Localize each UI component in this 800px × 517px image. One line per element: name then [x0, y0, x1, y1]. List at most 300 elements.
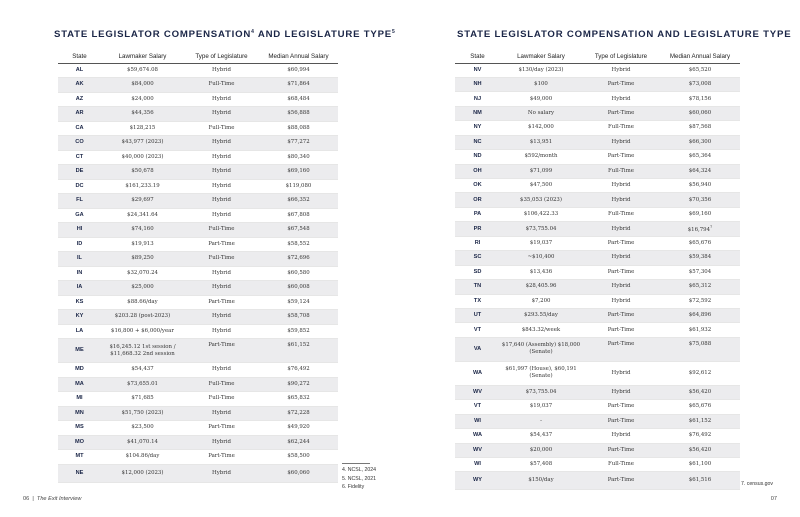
state-cell: PR [455, 222, 500, 236]
lawmaker-salary-cell: $19,037 [500, 236, 582, 250]
column-header: Type of Legislature [184, 50, 259, 63]
state-cell: MO [58, 435, 101, 450]
median-salary-cell: $90,272 [259, 377, 338, 392]
median-salary-cell: $73,008 [660, 77, 740, 91]
state-cell: OR [455, 193, 500, 207]
lawmaker-salary-cell: $161,233.19 [101, 179, 184, 194]
table-row [58, 165, 338, 180]
median-salary-cell: $62,244 [259, 435, 338, 450]
median-salary-cell: $78,156 [660, 92, 740, 106]
lawmaker-salary-cell: $47,500 [500, 179, 582, 193]
table-row [455, 280, 740, 294]
median-salary-cell: $56,420 [660, 385, 740, 399]
state-cell: MI [58, 392, 101, 407]
state-cell: NH [455, 77, 500, 91]
lawmaker-salary-cell: $74,160 [101, 223, 184, 238]
state-cell: AR [58, 107, 101, 122]
median-salary-cell: $87,568 [660, 121, 740, 135]
footnote: 5. NCSL, 2021 [342, 475, 377, 482]
state-cell: AK [58, 78, 101, 93]
legislature-type-cell: Hybrid [582, 294, 660, 308]
lawmaker-salary-cell: $24,341.64 [101, 208, 184, 223]
state-cell: KY [58, 310, 101, 325]
footnote: 6. Fidelity [342, 484, 365, 491]
lawmaker-salary-cell: $50,678 [101, 165, 184, 180]
legislature-type-cell: Hybrid [184, 464, 259, 482]
table-row [455, 135, 740, 149]
median-salary-cell: $75,088 [660, 337, 740, 361]
table-row [455, 251, 740, 265]
lawmaker-salary-cell: $73,755.04 [500, 385, 582, 399]
state-cell: CO [58, 136, 101, 151]
lawmaker-salary-cell: $25,000 [101, 281, 184, 296]
table-row [455, 308, 740, 322]
table-row [58, 324, 338, 339]
median-salary-cell: $61,932 [660, 323, 740, 337]
legislature-type-cell: Hybrid [184, 435, 259, 450]
legislature-type-cell: Hybrid [184, 63, 259, 78]
median-salary-cell: $65,364 [660, 150, 740, 164]
lawmaker-salary-cell: $32,070.24 [101, 266, 184, 281]
legislature-type-cell: Hybrid [582, 92, 660, 106]
lawmaker-salary-cell: $61,997 (House), $60,191 (Senate) [500, 361, 582, 385]
state-cell: UT [455, 308, 500, 322]
state-cell: WI [455, 414, 500, 428]
table-row [455, 323, 740, 337]
median-salary-cell: $58,708 [259, 310, 338, 325]
state-cell: HI [58, 223, 101, 238]
lawmaker-salary-cell: $16,800 + $6,000/year [101, 324, 184, 339]
table-row [455, 458, 740, 472]
state-cell: ID [58, 237, 101, 252]
lawmaker-salary-cell: $71,685 [101, 392, 184, 407]
median-salary-cell: $57,304 [660, 265, 740, 279]
legislature-type-cell: Hybrid [184, 208, 259, 223]
state-cell: IN [58, 266, 101, 281]
legislature-type-cell: Part-Time [582, 236, 660, 250]
median-salary-cell: $65,676 [660, 400, 740, 414]
median-salary-cell: $65,312 [660, 280, 740, 294]
median-salary-cell: $88,088 [259, 121, 338, 136]
lawmaker-salary-cell: $19,913 [101, 237, 184, 252]
table-row [455, 92, 740, 106]
legislature-type-cell: Part-Time [184, 339, 259, 363]
state-cell: MS [58, 421, 101, 436]
legislature-type-cell: Full-Time [582, 207, 660, 221]
table-row [455, 193, 740, 207]
median-salary-cell: $61,516 [660, 472, 740, 490]
legislature-type-cell: Hybrid [582, 135, 660, 149]
table-row [58, 421, 338, 436]
median-salary-cell: $67,808 [259, 208, 338, 223]
median-salary-cell: $59,852 [259, 324, 338, 339]
lawmaker-salary-cell: $59,674.08 [101, 63, 184, 78]
state-cell: CT [58, 150, 101, 165]
state-cell: MT [58, 450, 101, 465]
legislature-type-cell: Full-Time [184, 392, 259, 407]
legislature-type-cell: Full-Time [582, 121, 660, 135]
left-footer: 06 | The Exit Interview [23, 496, 82, 502]
median-salary-cell: $56,888 [259, 107, 338, 122]
legislature-type-cell: Part-Time [582, 472, 660, 490]
state-cell: SC [455, 251, 500, 265]
column-header: State [58, 50, 101, 63]
legislature-type-cell: Hybrid [184, 363, 259, 378]
footnotes [342, 463, 376, 492]
column-header: Lawmaker Salary [500, 50, 582, 63]
table-row [455, 400, 740, 414]
lawmaker-salary-cell: $150/day [500, 472, 582, 490]
table-row [58, 194, 338, 209]
table-row [58, 295, 338, 310]
lawmaker-salary-cell: $100 [500, 77, 582, 91]
lawmaker-salary-cell: $54,437 [500, 429, 582, 443]
median-salary-cell: $65,832 [259, 392, 338, 407]
state-cell: CA [58, 121, 101, 136]
legislature-type-cell: Full-Time [184, 78, 259, 93]
lawmaker-salary-cell: $51,750 (2023) [101, 406, 184, 421]
table-row [455, 385, 740, 399]
median-salary-cell: $68,484 [259, 92, 338, 107]
lawmaker-salary-cell: $44,356 [101, 107, 184, 122]
lawmaker-salary-cell: $29,697 [101, 194, 184, 209]
column-header: Lawmaker Salary [101, 50, 184, 63]
state-cell: WA [455, 361, 500, 385]
legislature-type-cell: Hybrid [184, 324, 259, 339]
table-row [455, 77, 740, 91]
state-cell: OK [455, 179, 500, 193]
median-salary-cell: $80,340 [259, 150, 338, 165]
median-salary-cell: $59,124 [259, 295, 338, 310]
table-row [58, 223, 338, 238]
table-row [455, 236, 740, 250]
state-cell: FL [58, 194, 101, 209]
state-cell: WV [455, 385, 500, 399]
median-salary-cell: $61,100 [660, 458, 740, 472]
state-cell: TX [455, 294, 500, 308]
legislature-type-cell: Part-Time [582, 150, 660, 164]
median-salary-cell: $61,152 [660, 414, 740, 428]
median-salary-cell: $60,060 [660, 106, 740, 120]
legislature-type-cell: Part-Time [582, 337, 660, 361]
median-salary-cell: $69,160 [259, 165, 338, 180]
table-row [58, 450, 338, 465]
legislature-type-cell: Part-Time [184, 237, 259, 252]
median-salary-cell: $66,300 [660, 135, 740, 149]
table-row [58, 435, 338, 450]
state-cell: NM [455, 106, 500, 120]
table-row [58, 78, 338, 93]
legislature-type-cell: Hybrid [582, 361, 660, 385]
table-row [455, 164, 740, 178]
legislature-type-cell: Part-Time [582, 308, 660, 322]
median-salary-cell: $60,994 [259, 63, 338, 78]
lawmaker-salary-cell: $592/month [500, 150, 582, 164]
median-salary-cell: $65,520 [660, 63, 740, 77]
legislature-type-cell: Hybrid [184, 194, 259, 209]
state-cell: DC [58, 179, 101, 194]
table-row [58, 363, 338, 378]
lawmaker-salary-cell: $54,437 [101, 363, 184, 378]
lawmaker-salary-cell: - [500, 414, 582, 428]
lawmaker-salary-cell: $843.32/week [500, 323, 582, 337]
state-cell: AL [58, 63, 101, 78]
legislature-type-cell: Hybrid [184, 266, 259, 281]
compensation-table-left [58, 50, 338, 483]
legislature-type-cell: Part-Time [184, 421, 259, 436]
median-salary-cell: $76,492 [660, 429, 740, 443]
table-row [58, 392, 338, 407]
lawmaker-salary-cell: $41,070.14 [101, 435, 184, 450]
state-cell: MN [58, 406, 101, 421]
table-row [58, 92, 338, 107]
lawmaker-salary-cell: $293.55/day [500, 308, 582, 322]
lawmaker-salary-cell: $19,037 [500, 400, 582, 414]
median-salary-cell: $60,008 [259, 281, 338, 296]
right-footer [771, 496, 777, 502]
table-row [455, 337, 740, 361]
median-salary-cell: $16,794$^7$ [660, 222, 740, 236]
legislature-type-cell: Hybrid [582, 63, 660, 77]
lawmaker-salary-cell: $73,655.01 [101, 377, 184, 392]
page-number: 06 [23, 496, 30, 502]
legislature-type-cell: Part-Time [582, 77, 660, 91]
table-row [455, 179, 740, 193]
table-row [58, 208, 338, 223]
page-number: 07 [770, 496, 777, 502]
lawmaker-salary-cell: $49,000 [500, 92, 582, 106]
lawmaker-salary-cell: $28,405.96 [500, 280, 582, 294]
legislature-type-cell: Full-Time [582, 164, 660, 178]
table-row [455, 106, 740, 120]
right-page-title: STATE LEGISLATOR COMPENSATION AND LEGISLATURE TYPE [457, 29, 792, 40]
median-salary-cell: $64,896 [660, 308, 740, 322]
publication-name: The Exit Interview [36, 496, 82, 502]
table-row [455, 443, 740, 457]
lawmaker-salary-cell: $84,000 [101, 78, 184, 93]
median-salary-cell: $56,420 [660, 443, 740, 457]
legislature-type-cell: Part-Time [582, 414, 660, 428]
median-salary-cell: $69,160 [660, 207, 740, 221]
state-cell: GA [58, 208, 101, 223]
state-cell: SD [455, 265, 500, 279]
median-salary-cell: $58,500 [259, 450, 338, 465]
compensation-table-right [455, 50, 740, 490]
table-row [455, 472, 740, 490]
table-row [58, 310, 338, 325]
table-row [58, 252, 338, 267]
table-row [455, 414, 740, 428]
table-row [58, 281, 338, 296]
left-page-title: STATE LEGISLATOR COMPENSATION$^4$ AND LEGISLATURE TYPE$^5$ [54, 29, 396, 41]
median-salary-cell: $70,356 [660, 193, 740, 207]
state-cell: NE [58, 464, 101, 482]
state-cell: DE [58, 165, 101, 180]
lawmaker-salary-cell: $40,000 (2023) [101, 150, 184, 165]
legislature-type-cell: Hybrid [184, 165, 259, 180]
column-header: Median Annual Salary [259, 50, 338, 63]
legislature-type-cell: Hybrid [184, 150, 259, 165]
legislature-type-cell: Hybrid [582, 429, 660, 443]
median-salary-cell: $67,548 [259, 223, 338, 238]
legislature-type-cell: Hybrid [582, 385, 660, 399]
table-row [58, 63, 338, 78]
lawmaker-salary-cell: $57,408 [500, 458, 582, 472]
legislature-type-cell: Part-Time [582, 400, 660, 414]
state-cell: RI [455, 236, 500, 250]
lawmaker-salary-cell: $13,436 [500, 265, 582, 279]
table-row [58, 150, 338, 165]
table-row [455, 222, 740, 236]
state-cell: WY [455, 472, 500, 490]
median-salary-cell: $72,696 [259, 252, 338, 267]
lawmaker-salary-cell: $24,000 [101, 92, 184, 107]
legislature-type-cell: Full-Time [184, 223, 259, 238]
lawmaker-salary-cell: $89,250 [101, 252, 184, 267]
lawmaker-salary-cell: $130/day (2023) [500, 63, 582, 77]
table-row [455, 207, 740, 221]
table-row [58, 266, 338, 281]
median-salary-cell: $56,940 [660, 179, 740, 193]
legislature-type-cell: Full-Time [582, 458, 660, 472]
median-salary-cell: $65,676 [660, 236, 740, 250]
state-cell: NC [455, 135, 500, 149]
legislature-type-cell: Part-Time [582, 323, 660, 337]
table-row [455, 361, 740, 385]
state-cell: VT [455, 400, 500, 414]
table-row [455, 294, 740, 308]
state-cell: PA [455, 207, 500, 221]
median-salary-cell: $71,864 [259, 78, 338, 93]
state-cell: VA [455, 337, 500, 361]
median-salary-cell: $61,152 [259, 339, 338, 363]
legislature-type-cell: Hybrid [184, 179, 259, 194]
footnote: 4. NCSL, 2024 [342, 467, 377, 473]
legislature-type-cell: Hybrid [184, 310, 259, 325]
legislature-type-cell: Part-Time [582, 443, 660, 457]
header-row [455, 50, 740, 63]
lawmaker-salary-cell: $203.28 (post-2023) [101, 310, 184, 325]
median-salary-cell: $76,492 [259, 363, 338, 378]
state-cell: NJ [455, 92, 500, 106]
state-cell: ND [455, 150, 500, 164]
right-page [400, 0, 800, 517]
table-row [58, 237, 338, 252]
median-salary-cell: $60,580 [259, 266, 338, 281]
legislature-type-cell: Part-Time [582, 265, 660, 279]
median-salary-cell: $92,612 [660, 361, 740, 385]
lawmaker-salary-cell: $43,977 (2023) [101, 136, 184, 151]
column-header: Type of Legislature [582, 50, 660, 63]
state-cell: WV [455, 443, 500, 457]
median-salary-cell: $77,272 [259, 136, 338, 151]
table-row [58, 136, 338, 151]
table-row [455, 265, 740, 279]
lawmaker-salary-cell: $142,000 [500, 121, 582, 135]
table-row [58, 107, 338, 122]
legislature-type-cell: Full-Time [184, 377, 259, 392]
lawmaker-salary-cell: $71,099 [500, 164, 582, 178]
table-row [455, 121, 740, 135]
state-cell: WA [455, 429, 500, 443]
legislature-type-cell: Part-Time [582, 106, 660, 120]
legislature-type-cell: Hybrid [184, 281, 259, 296]
lawmaker-salary-cell: $17,640 (Assembly) $18,000 (Senate) [500, 337, 582, 361]
median-salary-cell: $60,060 [259, 464, 338, 482]
median-salary-cell: $72,228 [259, 406, 338, 421]
median-salary-cell: $59,384 [660, 251, 740, 265]
median-salary-cell: $66,352 [259, 194, 338, 209]
legislature-type-cell: Full-Time [184, 252, 259, 267]
table-row [58, 339, 338, 363]
legislature-type-cell: Part-Time [184, 295, 259, 310]
state-cell: LA [58, 324, 101, 339]
state-cell: WI [455, 458, 500, 472]
table-row [58, 377, 338, 392]
lawmaker-salary-cell: $73,755.04 [500, 222, 582, 236]
lawmaker-salary-cell: $16,245.12 1st session / $11,668.32 2nd session [101, 339, 184, 363]
table-row [455, 429, 740, 443]
state-cell: NY [455, 121, 500, 135]
lawmaker-salary-cell: $7,200 [500, 294, 582, 308]
median-salary-cell: $64,324 [660, 164, 740, 178]
legislature-type-cell: Full-Time [184, 121, 259, 136]
lawmaker-salary-cell: $12,000 (2023) [101, 464, 184, 482]
lawmaker-salary-cell: $23,500 [101, 421, 184, 436]
legislature-type-cell: Hybrid [582, 193, 660, 207]
legislature-type-cell: Hybrid [582, 179, 660, 193]
legislature-type-cell: Hybrid [184, 136, 259, 151]
state-cell: IA [58, 281, 101, 296]
table-row [58, 121, 338, 136]
state-cell: AZ [58, 92, 101, 107]
lawmaker-salary-cell: ~$10,400 [500, 251, 582, 265]
lawmaker-salary-cell: $106,422.33 [500, 207, 582, 221]
lawmaker-salary-cell: No salary [500, 106, 582, 120]
table-row [455, 63, 740, 77]
legislature-type-cell: Hybrid [582, 280, 660, 294]
lawmaker-salary-cell: $20,000 [500, 443, 582, 457]
legislature-type-cell: Hybrid [184, 406, 259, 421]
footnote-census: 7. census.gov [741, 481, 774, 487]
median-salary-cell: $119,080 [259, 179, 338, 194]
table-row [58, 179, 338, 194]
lawmaker-salary-cell: $88.66/day [101, 295, 184, 310]
lawmaker-salary-cell: $128,215 [101, 121, 184, 136]
lawmaker-salary-cell: $104.86/day [101, 450, 184, 465]
state-cell: ME [58, 339, 101, 363]
state-cell: MD [58, 363, 101, 378]
lawmaker-salary-cell: $35,053 (2023) [500, 193, 582, 207]
table-row [455, 150, 740, 164]
median-salary-cell: $49,920 [259, 421, 338, 436]
state-cell: MA [58, 377, 101, 392]
legislature-type-cell: Hybrid [582, 251, 660, 265]
legislature-type-cell: Hybrid [184, 92, 259, 107]
median-salary-cell: $58,552 [259, 237, 338, 252]
state-cell: VT [455, 323, 500, 337]
column-header: Median Annual Salary [660, 50, 740, 63]
state-cell: TN [455, 280, 500, 294]
lawmaker-salary-cell: $13,951 [500, 135, 582, 149]
state-cell: IL [58, 252, 101, 267]
state-cell: KS [58, 295, 101, 310]
median-salary-cell: $72,592 [660, 294, 740, 308]
legislature-type-cell: Hybrid [184, 107, 259, 122]
legislature-type-cell: Hybrid [582, 222, 660, 236]
table-row [58, 406, 338, 421]
column-header: State [455, 50, 500, 63]
